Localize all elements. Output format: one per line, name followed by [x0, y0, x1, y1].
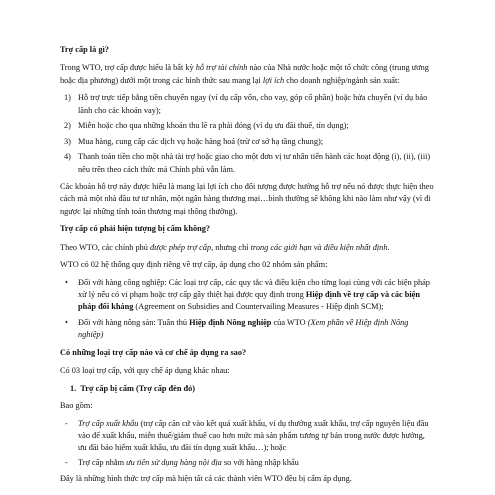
italic-run: trong các giới hạn và điều kiện nhất định — [250, 242, 388, 252]
list-item — [60, 136, 435, 148]
list-item-text: Hỗ trợ trực tiếp bằng tiền chuyển ngay (ví dụ cấp vốn, cho vay, góp cổ phần) hoặc hứa chuyển (ví dụ bảo lãnh cho các khoản vay); — [78, 93, 428, 115]
subheading-number: 1. — [70, 383, 77, 393]
text-run: Đối với hàng công nghiệp: Các loại trợ cấp, các quy tắc và điều kiện cho từng loại cùng với các biện pháp xử lý nếu có vi phạm hoặc trợ cấp gây thiệt hại được quy định trong — [78, 277, 430, 299]
list-item-text: Miễn hoặc cho qua những khoản thu lẽ ra phải đóng (ví dụ ưu đãi thuế, tín dụng); — [78, 121, 349, 131]
list-number: 3) — [64, 136, 71, 146]
text-run: , nhưng chỉ — [211, 242, 251, 252]
text-run: . — [387, 242, 390, 252]
bold-run: Hiệp định về trợ cấp và các biện pháp đối kháng — [78, 290, 420, 312]
heading-what-is-subsidy: Trợ cấp là gì? — [60, 45, 109, 54]
paragraph-wto-permission — [60, 242, 435, 254]
list-item — [60, 457, 435, 469]
text-run: Trợ cấp nhằm — [78, 457, 127, 467]
text-run: Trong WTO, trợ cấp được hiểu là bất kỳ — [60, 63, 196, 73]
subheading-text: Trợ cấp bị cấm (Trợ cấp đèn đỏ) — [80, 383, 196, 393]
bullet-mark: • — [65, 277, 68, 287]
italic-run: được phép trợ cấp — [150, 242, 212, 252]
italic-run: hỗ trợ tài chính — [195, 63, 248, 73]
product-groups-list — [60, 277, 435, 342]
heading-subsidy-types: Có những loại trợ cấp nào và cơ chế áp dụng ra sao? — [60, 347, 247, 357]
text-run: so với hàng nhập khẩu — [221, 457, 299, 467]
paragraph-three-types: Có 03 loại trợ cấp, với quy chế áp dụng khác nhau: — [60, 366, 230, 376]
paragraph-closing: Đây là những hình thức trợ cấp mà hiện tất cả các thành viên WTO đều bị cấm áp dụng. — [60, 474, 352, 484]
paragraph-definition — [60, 62, 435, 87]
bold-run: Hiệp định Nông nghiệp — [189, 317, 272, 327]
list-item — [60, 151, 435, 176]
paragraph-two-systems: WTO có 02 hệ thống quy định riêng về trợ cấp, áp dụng cho 02 nhóm sản phẩm: — [60, 260, 328, 270]
list-number: 4) — [64, 152, 71, 162]
list-item — [60, 277, 435, 314]
paragraph-benefit: Các khoản hỗ trợ này được hiểu là mang lại lợi ích cho đối tượng được hưởng hỗ trợ nếu nó được thực hiện theo cách mà một nhà đầu tư tư nhân, một ngân hàng thương mại…bình thường sẽ không khi nào làm như vậy (vì đi ngược lại những tính toán thương mại thông thường). — [60, 181, 434, 216]
text-run: Theo WTO, các chính phủ — [60, 242, 151, 252]
dash-mark: - — [65, 418, 68, 428]
paragraph-includes: Bao gồm: — [60, 401, 93, 411]
text-run: (Agreement on Subsidies and Countervailing Measures - Hiệp định SCM); — [133, 302, 384, 312]
list-item — [60, 317, 435, 342]
text-run: cho doanh nghiệp/ngành sản xuất: — [284, 75, 400, 85]
list-item — [60, 120, 435, 132]
list-item — [60, 418, 435, 455]
list-number: 2) — [64, 121, 71, 131]
list-number: 1) — [64, 93, 71, 103]
subheading-prohibited-subsidy — [60, 383, 435, 395]
italic-run: Trợ cấp xuất khẩu — [78, 418, 139, 428]
text-run: (trợ cấp căn cứ vào kết quả xuất khẩu, ví dụ thưởng xuất khẩu, trợ cấp nguyên liệu đầu vào để xuất khẩu, miễn thuế/giảm thuế cao hơn mức mà sản phẩm tương tự bán trong nước được hưởng, ưu đãi bảo hiểm xuất khẩu, ưu đãi tín dụng xuất khẩu…); hoặc — [78, 418, 429, 453]
dash-mark: - — [65, 457, 68, 467]
text-run: nào của Nhà nước hoặc một tổ chức công (trung ương hoặc địa phương) dưới một trong các hình thức sau mang lại — [60, 63, 429, 85]
list-item — [60, 92, 435, 117]
italic-run: lợi ích — [262, 75, 285, 85]
italic-run: ưu tiên sử dụng hàng nội địa — [126, 457, 222, 467]
text-run: Đối với hàng nông sản: Tuân thủ — [78, 317, 190, 327]
list-item-text: Mua hàng, cung cấp các dịch vụ hoặc hàng hoá (trừ cơ sở hạ tầng chung); — [78, 136, 324, 146]
heading-is-subsidy-prohibited: Trợ cấp có phải hiện tượng bị cấm không? — [60, 224, 211, 234]
italic-run: (Xem phần về Hiệp định Nông nghiệp) — [78, 317, 409, 340]
bullet-mark: • — [65, 317, 68, 327]
list-item-text: Thanh toán tiền cho một nhà tài trợ hoặc giao cho một đơn vị tư nhân tiến hành các hoạt động (i), (ii), (iii) nêu trên theo cách thức mà Chính phủ vẫn làm. — [78, 152, 431, 174]
text-run: của WTO — [271, 317, 308, 327]
prohibited-subsidy-list — [60, 418, 435, 470]
subsidy-forms-list — [60, 92, 435, 176]
